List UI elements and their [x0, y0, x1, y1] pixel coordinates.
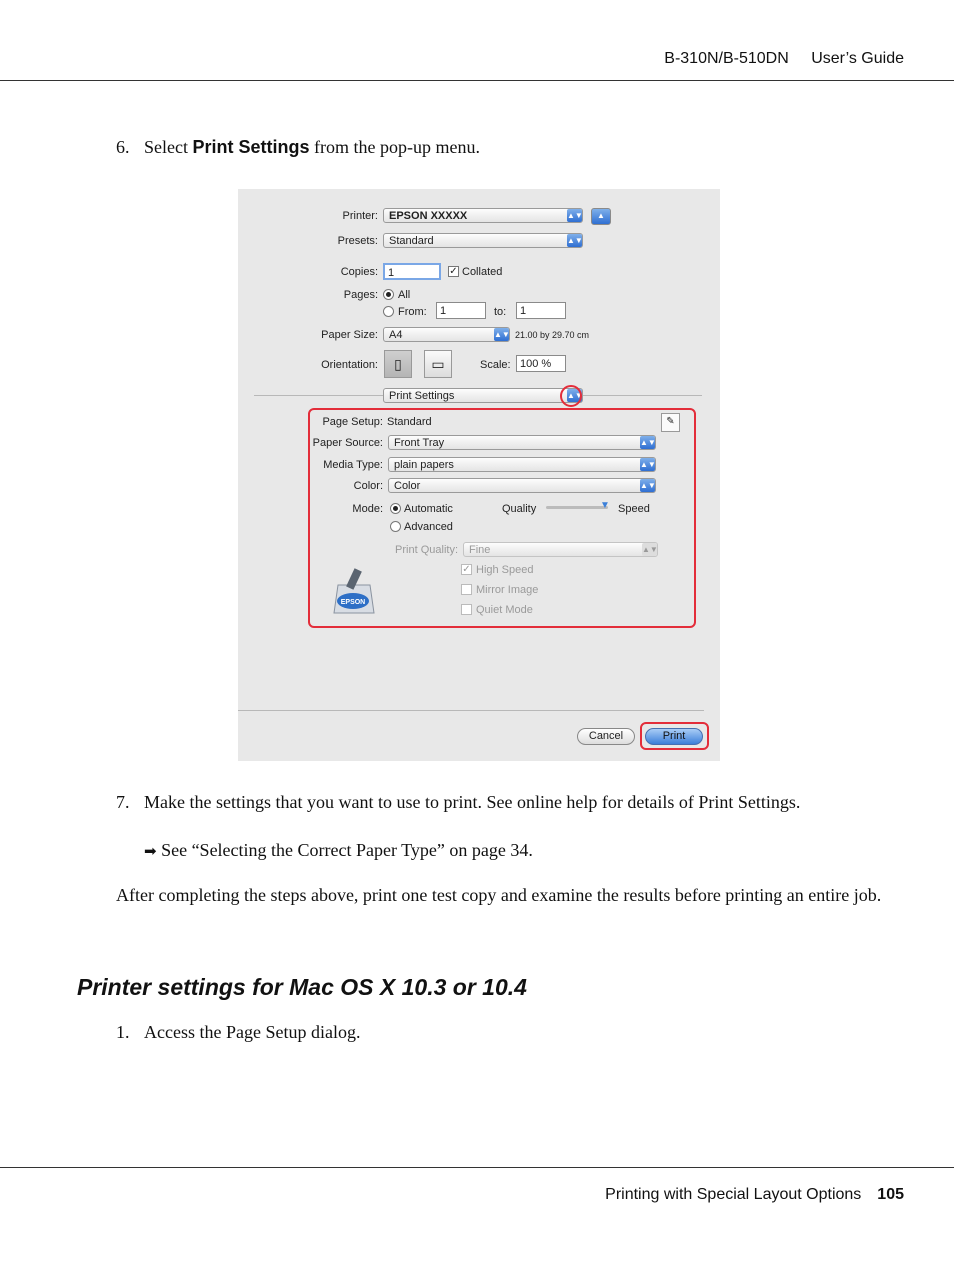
slider-thumb-icon[interactable]: ▼ [600, 500, 610, 511]
popup-arrow-icon: ▲▼ [567, 236, 583, 245]
page-number: 105 [877, 1186, 904, 1203]
tools-icon[interactable]: ✎ [661, 413, 680, 432]
pages-from-radio[interactable] [383, 306, 394, 317]
step-number: 6. [116, 137, 130, 157]
portrait-icon[interactable]: ▯ [384, 350, 412, 378]
printer-popup[interactable]: EPSON XXXXX ▲▼ [383, 208, 583, 223]
step-text: Select [144, 137, 193, 157]
to-label: to: [494, 306, 507, 318]
popup-highlight-circle [560, 385, 582, 407]
bottom-divider [238, 710, 704, 711]
print-quality-popup[interactable]: Fine ▲▼ [463, 542, 658, 557]
running-footer [605, 1186, 904, 1204]
presets-label: Presets: [337, 235, 378, 247]
cancel-button[interactable]: Cancel [577, 728, 635, 745]
mode-automatic-radio[interactable] [390, 503, 401, 514]
popup-arrow-icon: ▲▼ [567, 211, 583, 220]
presets-popup[interactable]: Standard ▲▼ [383, 233, 583, 248]
pages-label: Pages: [343, 289, 378, 301]
mode-label: Mode: [352, 503, 383, 515]
paper-size-popup[interactable]: A4 ▲▼ [383, 327, 510, 342]
quiet-mode-checkbox[interactable] [461, 604, 472, 615]
media-type-label: Media Type: [323, 459, 383, 471]
mode-advanced-label: Advanced [404, 521, 453, 533]
step-text-end: from the pop-up menu. [309, 137, 480, 157]
pages-all-label: All [398, 289, 411, 301]
mirror-image-checkbox[interactable] [461, 584, 472, 595]
quiet-mode-label: Quiet Mode [476, 604, 533, 616]
speed-label: Speed [618, 503, 650, 515]
disclosure-icon[interactable]: ▲ [591, 208, 611, 225]
section-heading: Printer settings for Mac OS X 10.3 or 10.4 [77, 974, 527, 1000]
step-1 [116, 1022, 360, 1043]
print-dialog-screenshot [238, 189, 720, 761]
paper-source-popup[interactable]: Front Tray ▲▼ [388, 435, 656, 450]
footer-section: Printing with Special Layout Options [605, 1186, 862, 1203]
pages-all-radio[interactable] [383, 289, 394, 300]
orientation-label: Orientation: [321, 359, 378, 371]
popup-arrow-icon: ▲▼ [640, 481, 656, 490]
popup-arrow-icon: ▲▼ [494, 330, 510, 339]
mirror-image-label: Mirror Image [476, 584, 539, 596]
cross-reference-link[interactable]: See “Selecting the Correct Paper Type” on page 34. [161, 840, 533, 860]
step-6 [116, 137, 480, 158]
running-header [646, 50, 904, 68]
cross-reference [144, 840, 533, 861]
footer-rule [0, 1167, 954, 1168]
page-setup-value: Standard [387, 416, 432, 428]
panel-menu-popup[interactable]: Print Settings ▲▼ [383, 388, 583, 403]
collated-label: Collated [462, 266, 503, 278]
epson-printer-logo-icon [332, 567, 376, 615]
high-speed-checkbox[interactable]: ✓ [462, 564, 471, 575]
header-model: B-310N/B-510DN [664, 50, 789, 67]
print-button-highlight [640, 722, 709, 750]
color-label: Color: [353, 480, 383, 492]
collated-checkbox[interactable]: ✓ [449, 266, 458, 277]
logo-text: EPSON [340, 599, 366, 606]
header-guide: User’s Guide [811, 50, 904, 67]
landscape-icon[interactable]: ▭ [424, 350, 452, 378]
step-text: Access the Page Setup dialog. [144, 1022, 361, 1042]
step-number: 1. [116, 1022, 130, 1042]
print-quality-label: Print Quality: [395, 544, 458, 556]
paper-size-label: Paper Size: [321, 329, 378, 341]
step-bold: Print Settings [192, 137, 310, 157]
paper-source-label: Paper Source: [312, 437, 383, 449]
arrow-icon: ➡ [144, 842, 157, 860]
quality-speed-slider[interactable] [546, 506, 608, 509]
popup-arrow-icon: ▲▼ [640, 460, 656, 469]
print-button[interactable]: Print [645, 728, 703, 745]
mode-advanced-radio[interactable] [390, 521, 401, 532]
high-speed-label: High Speed [476, 564, 534, 576]
scale-input[interactable]: 100 % [516, 355, 566, 372]
copies-label: Copies: [340, 266, 378, 278]
step-7 [116, 792, 800, 813]
pages-from-label: From: [398, 306, 427, 318]
popup-arrow-icon: ▲▼ [640, 438, 656, 447]
step-text: Make the settings that you want to use to print. See online help for details of Print Settings. [144, 792, 801, 812]
paper-dimensions: 21.00 by 29.70 cm [515, 330, 590, 340]
page-setup-label: Page Setup: [322, 416, 383, 428]
color-popup[interactable]: Color ▲▼ [388, 478, 656, 493]
header-rule [0, 80, 954, 81]
step-number: 7. [116, 792, 130, 812]
popup-arrow-icon: ▲▼ [567, 391, 583, 400]
popup-arrow-icon: ▲▼ [642, 545, 658, 554]
after-paragraph: After completing the steps above, print one test copy and examine the results before printing an entire job. [116, 885, 882, 905]
from-input[interactable]: 1 [436, 302, 486, 319]
copies-input[interactable]: 1 [383, 263, 441, 280]
printer-label: Printer: [342, 210, 378, 222]
quality-label: Quality [502, 503, 537, 515]
media-type-popup[interactable]: plain papers ▲▼ [388, 457, 656, 472]
to-input[interactable]: 1 [516, 302, 566, 319]
mode-automatic-label: Automatic [404, 503, 453, 515]
scale-label: Scale: [480, 359, 511, 371]
